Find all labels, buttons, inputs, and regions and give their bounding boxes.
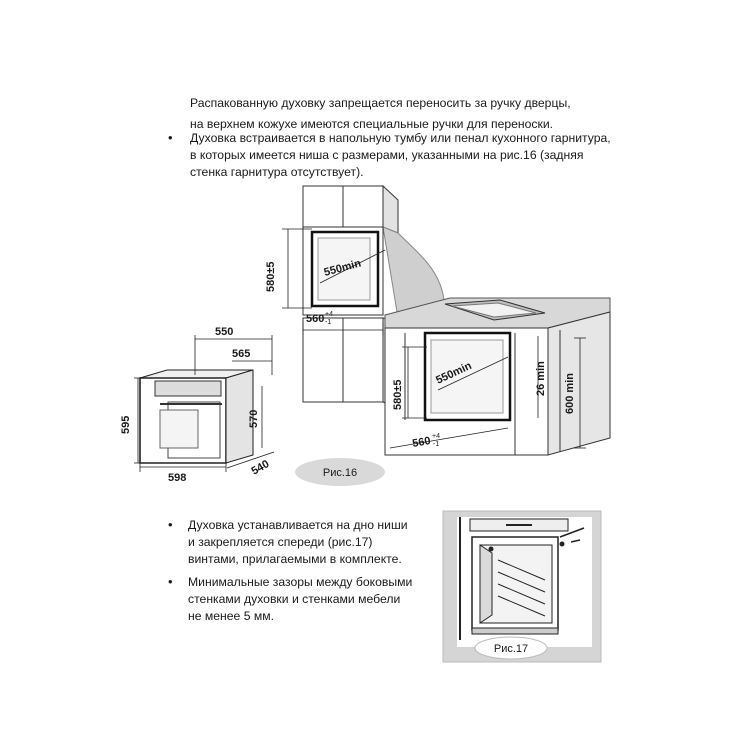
tall-niche-width-label: 550min <box>322 257 363 279</box>
base-niche-width-label: 550min <box>434 359 474 387</box>
bullet-dot-2: • <box>168 517 173 532</box>
base-niche-tol-minus: -1 <box>433 441 440 448</box>
bullet2-line-2: и закрепляется спереди (рис.17) <box>188 535 373 549</box>
bullet1-line-1: Духовка встраивается в напольную тумбу или пенал кухонного гарнитура, <box>190 131 611 145</box>
bullet-dot-3: • <box>168 574 173 589</box>
cabinet-height-label: 600 min <box>564 373 576 414</box>
bullet1-line-3: стенка гарнитура отсутствует). <box>190 165 364 179</box>
bullet2-line-1: Духовка устанавливается на дно ниши <box>188 518 408 532</box>
oven-height-total-label: 595 <box>120 415 132 434</box>
tall-niche-tol-minus: -1 <box>325 319 332 326</box>
tall-niche-height-label: 580±5 <box>265 261 277 292</box>
tall-niche-tol-plus: +4 <box>325 311 333 318</box>
fig17-caption: Рис.17 <box>493 643 529 655</box>
base-niche-height-label: 580±5 <box>392 379 404 410</box>
oven-depth-body-label: 565 <box>232 348 251 360</box>
oven-width-label: 598 <box>168 472 187 484</box>
bullet1-line-2: в которых имеется ниша с размерами, указанными на рис.16 (задняя <box>190 148 584 162</box>
bullet3-line-1: Минимальные зазоры между боковыми <box>188 575 413 589</box>
tall-niche-bottom-label: 560 <box>306 313 325 325</box>
bullet3-line-3: не менее 5 мм. <box>188 609 275 623</box>
intro-line-2: на верхнем кожухе имеются специальные ручки для переноски. <box>190 117 554 131</box>
base-niche-tol-plus: +4 <box>432 433 440 440</box>
oven-depth-total-label: 550 <box>215 326 234 338</box>
fig16-caption: Рис.16 <box>322 467 358 479</box>
intro-line-1: Распакованную духовку запрещается переносить за ручку дверцы, <box>190 96 571 110</box>
base-gap-label: 26 min <box>535 361 547 396</box>
bullet3-line-2: стенками духовки и стенками мебели <box>188 592 401 606</box>
oven-height-body-label: 570 <box>248 409 260 428</box>
bullet-dot-1: • <box>168 130 173 145</box>
base-niche-bottom-label: 560 <box>411 434 432 450</box>
bullet2-line-3: винтами, прилагаемыми в комплекте. <box>188 552 402 566</box>
oven-depth-side-label: 540 <box>249 458 272 478</box>
